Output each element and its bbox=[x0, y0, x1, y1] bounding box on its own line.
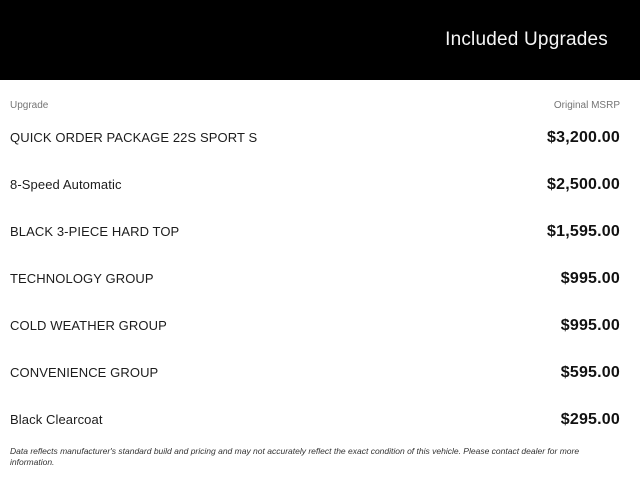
upgrades-rows bbox=[10, 114, 620, 443]
upgrade-price: $995.00 bbox=[560, 316, 620, 334]
table-row bbox=[10, 114, 620, 161]
upgrade-price: $2,500.00 bbox=[547, 175, 620, 193]
table-row bbox=[10, 349, 620, 396]
upgrade-name: Black Clearcoat bbox=[10, 412, 103, 427]
table-row bbox=[10, 255, 620, 302]
upgrade-name: BLACK 3-PIECE HARD TOP bbox=[10, 224, 180, 239]
upgrade-name: CONVENIENCE GROUP bbox=[10, 365, 159, 380]
upgrade-name: COLD WEATHER GROUP bbox=[10, 318, 167, 333]
upgrade-price: $995.00 bbox=[560, 269, 620, 287]
upgrade-price: $295.00 bbox=[560, 410, 620, 428]
table-column-headers bbox=[10, 100, 620, 112]
column-header-original-msrp: Original MSRP bbox=[553, 100, 620, 111]
table-row bbox=[10, 161, 620, 208]
upgrade-price: $595.00 bbox=[560, 363, 620, 381]
column-header-upgrade: Upgrade bbox=[10, 100, 49, 111]
upgrade-name: 8-Speed Automatic bbox=[10, 177, 122, 192]
table-row bbox=[10, 208, 620, 255]
upgrades-table bbox=[0, 100, 640, 468]
upgrade-price: $1,595.00 bbox=[547, 222, 620, 240]
upgrade-name: TECHNOLOGY GROUP bbox=[10, 271, 154, 286]
table-row bbox=[10, 396, 620, 443]
upgrade-name: QUICK ORDER PACKAGE 22S SPORT S bbox=[10, 130, 258, 145]
page-title: Included Upgrades bbox=[445, 29, 608, 50]
included-upgrades-header bbox=[0, 0, 640, 80]
table-row bbox=[10, 302, 620, 349]
upgrade-price: $3,200.00 bbox=[547, 128, 620, 146]
disclaimer-text: Data reflects manufacturer's standard build and pricing and may not accurately reflect the exact condition of this vehicle. Please contact dealer for more information. bbox=[10, 446, 580, 467]
